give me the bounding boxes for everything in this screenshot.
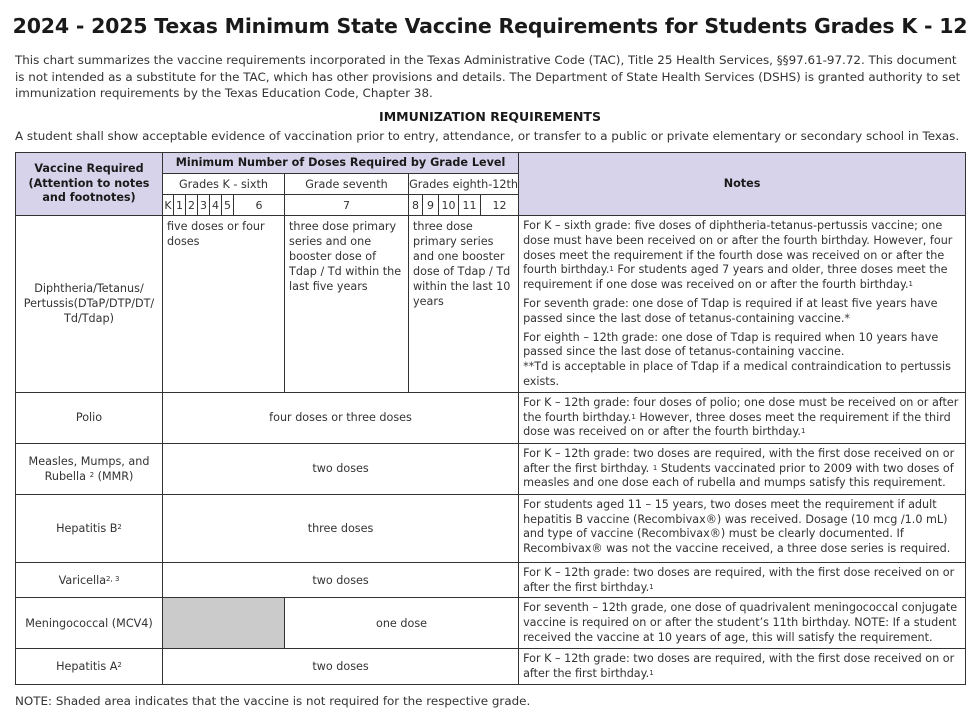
dose-mcv4: one dose: [285, 598, 519, 649]
min-doses-header: Minimum Number of Doses Required by Grade Level: [163, 153, 519, 174]
vaccine-required-header: Vaccine Required (Attention to notes and footnotes): [16, 153, 163, 216]
footer-note: NOTE: Shaded area indicates that the vaccine is not required for the respective grade.: [15, 694, 531, 708]
dose-dtap-k6: five doses or four doses: [163, 216, 285, 393]
dose-hepb: three doses: [163, 494, 519, 562]
grade-8: 8: [409, 195, 423, 216]
note-text: For K – 12th grade: two doses are required, with the first dose received on or after the first birthday.: [523, 446, 955, 475]
grade-6: 6: [234, 195, 285, 216]
vaccine-name-polio: Polio: [16, 392, 163, 443]
lead-paragraph: A student shall show acceptable evidence of vaccination prior to entry, attendance, or transfer to a public or private elementary or secondary school in Texas.: [15, 129, 960, 143]
note-text: For seventh grade: one dose of Tdap is required if at least five years have passed since the last dose of tetanus-containing vaccine.*: [523, 296, 938, 325]
requirements-table: [15, 152, 966, 685]
note-text: Students vaccinated prior to 2009 with two doses of measles and one dose each of rubella and mumps satisfy this requirement.: [523, 461, 954, 490]
vaccine-name-hepa: [16, 649, 163, 685]
grades-k6-header: Grades K - sixth: [163, 174, 285, 195]
note-text: For eighth – 12th grade: one dose of Tdap is required when 10 years have passed since the last dose of tetanus-containing vaccine.: [523, 330, 939, 359]
note-text: For K – 12th grade: two doses are required, with the first dose received on or after the first birthday.: [523, 652, 955, 681]
notes-hepa: [519, 649, 966, 685]
dose-polio: four doses or three doses: [163, 392, 519, 443]
notes-hepb: For students aged 11 – 15 years, two doses meet the requirement if adult hepatitis B vaccine (Recombivax®) was received. Dosage (10 mcg /1.0 mL) and type of vaccine (Recombivax®) must be clearly documented. If Recombivax® was not the vaccine received, a three dose series is required.: [519, 494, 966, 562]
grade-2: 2: [186, 195, 198, 216]
intro-paragraph: This chart summarizes the vaccine requirements incorporated in the Texas Administrative Code (TAC), Title 25 Health Services, §§97.61-97.72. This document is not intended as a substitute for the TAC, which has other provisions and details. The Department of State Health Services (DSHS) is granted authority to set immunization requirements by the Texas Education Code, Chapter 38.: [15, 53, 961, 100]
vaccine-name-hepb: [16, 494, 163, 562]
table-row: [16, 443, 966, 494]
vaccine-name-text: Hepatitis B: [56, 521, 118, 535]
table-row: [16, 392, 966, 443]
vaccine-name-mmr: [16, 443, 163, 494]
grade-4: 4: [210, 195, 222, 216]
vaccine-name-text: Varicella: [58, 573, 107, 587]
notes-polio: [519, 392, 966, 443]
note-text: For K – sixth grade: five doses of diphtheria-tetanus-pertussis vaccine; one dose must have been received on or after the fourth birthday. However, four doses meet the requirement if the fourth dose was received on or after the fourth birthday.: [523, 219, 953, 277]
vaccine-name-varicella: [16, 562, 163, 598]
page-title: 2024 - 2025 Texas Minimum State Vaccine Requirements for Students Grades K - 12: [12, 14, 968, 38]
grades-8-12-header: Grades eighth-12th: [409, 174, 519, 195]
vaccine-name-text: (MMR): [94, 469, 134, 483]
dose-dtap-7: three dose primary series and one booster dose of Tdap / Td within the last five years: [285, 216, 409, 393]
grade-9: 9: [423, 195, 439, 216]
notes-mcv4: For seventh – 12th grade, one dose of quadrivalent meningococcal conjugate vaccine is required on or after the student’s 11th birthday. NOTE: If a student received the vaccine at 10 years of age, this will satisfy the requirement.: [519, 598, 966, 649]
footnote-mark: 1: [631, 412, 636, 421]
grade-3: 3: [198, 195, 210, 216]
dose-dtap-8-12: three dose primary series and one booster dose of Tdap / Td within the last 10 years: [409, 216, 519, 393]
vaccine-name-text: Measles, Mumps, and Rubella: [28, 454, 150, 483]
note-text: For K – 12th grade: four doses of polio; one dose must be received on or after the fourth birthday.: [523, 395, 959, 424]
note-text: For K – 12th grade: two doses are required, with the first dose received on or after the first birthday.: [523, 565, 955, 594]
section-title: IMMUNIZATION REQUIREMENTS: [379, 109, 601, 124]
footnote-mark: 2: [117, 661, 122, 670]
footnote-mark: 2, 3: [106, 574, 120, 583]
note-text: However, three doses meet the requirement if the third dose was received on or after the fourth birthday.: [523, 410, 951, 439]
footnote-mark: 1: [800, 427, 806, 436]
grade-12: 12: [481, 195, 519, 216]
grade-k: K: [163, 195, 174, 216]
notes-header: Notes: [519, 153, 966, 216]
footnote-mark: 1: [609, 265, 614, 274]
footnote-mark: 2: [89, 470, 95, 479]
vaccine-name-text: Hepatitis A: [56, 660, 118, 674]
dose-hepa: two doses: [163, 649, 519, 685]
notes-varicella: [519, 562, 966, 598]
footnote-mark: 1: [649, 669, 654, 678]
grade-11: 11: [459, 195, 481, 216]
notes-mmr: [519, 443, 966, 494]
vaccine-name-mcv4: Meningococcal (MCV4): [16, 598, 163, 649]
notes-dtap: [519, 216, 966, 393]
footnote-mark: 1: [649, 582, 654, 591]
grade-10: 10: [439, 195, 459, 216]
table-row: [16, 494, 966, 562]
table-row: [16, 598, 966, 649]
grade-1: 1: [174, 195, 186, 216]
table-row: [16, 562, 966, 598]
note-text: For students aged 7 years and older, three doses meet the requirement if one dose was received on or after the fourth birthday.: [523, 263, 948, 292]
vaccine-name-dtap: Diphtheria/Tetanus/ Pertussis(DTaP/DTP/DT/ Td/Tdap): [16, 216, 163, 393]
footnote-mark: 1: [908, 280, 914, 289]
footnote-mark: 2: [117, 522, 122, 531]
dose-mmr: two doses: [163, 443, 519, 494]
dose-varicella: two doses: [163, 562, 519, 598]
grade-7: 7: [285, 195, 409, 216]
grade-seventh-header: Grade seventh: [285, 174, 409, 195]
note-text: **Td is acceptable in place of Tdap if a medical contraindication to pertussis exists.: [523, 360, 951, 388]
grade-5: 5: [222, 195, 234, 216]
footnote-mark: 1: [652, 463, 658, 472]
table-row: [16, 649, 966, 685]
shaded-not-required: [163, 598, 285, 649]
table-row: [16, 216, 966, 393]
